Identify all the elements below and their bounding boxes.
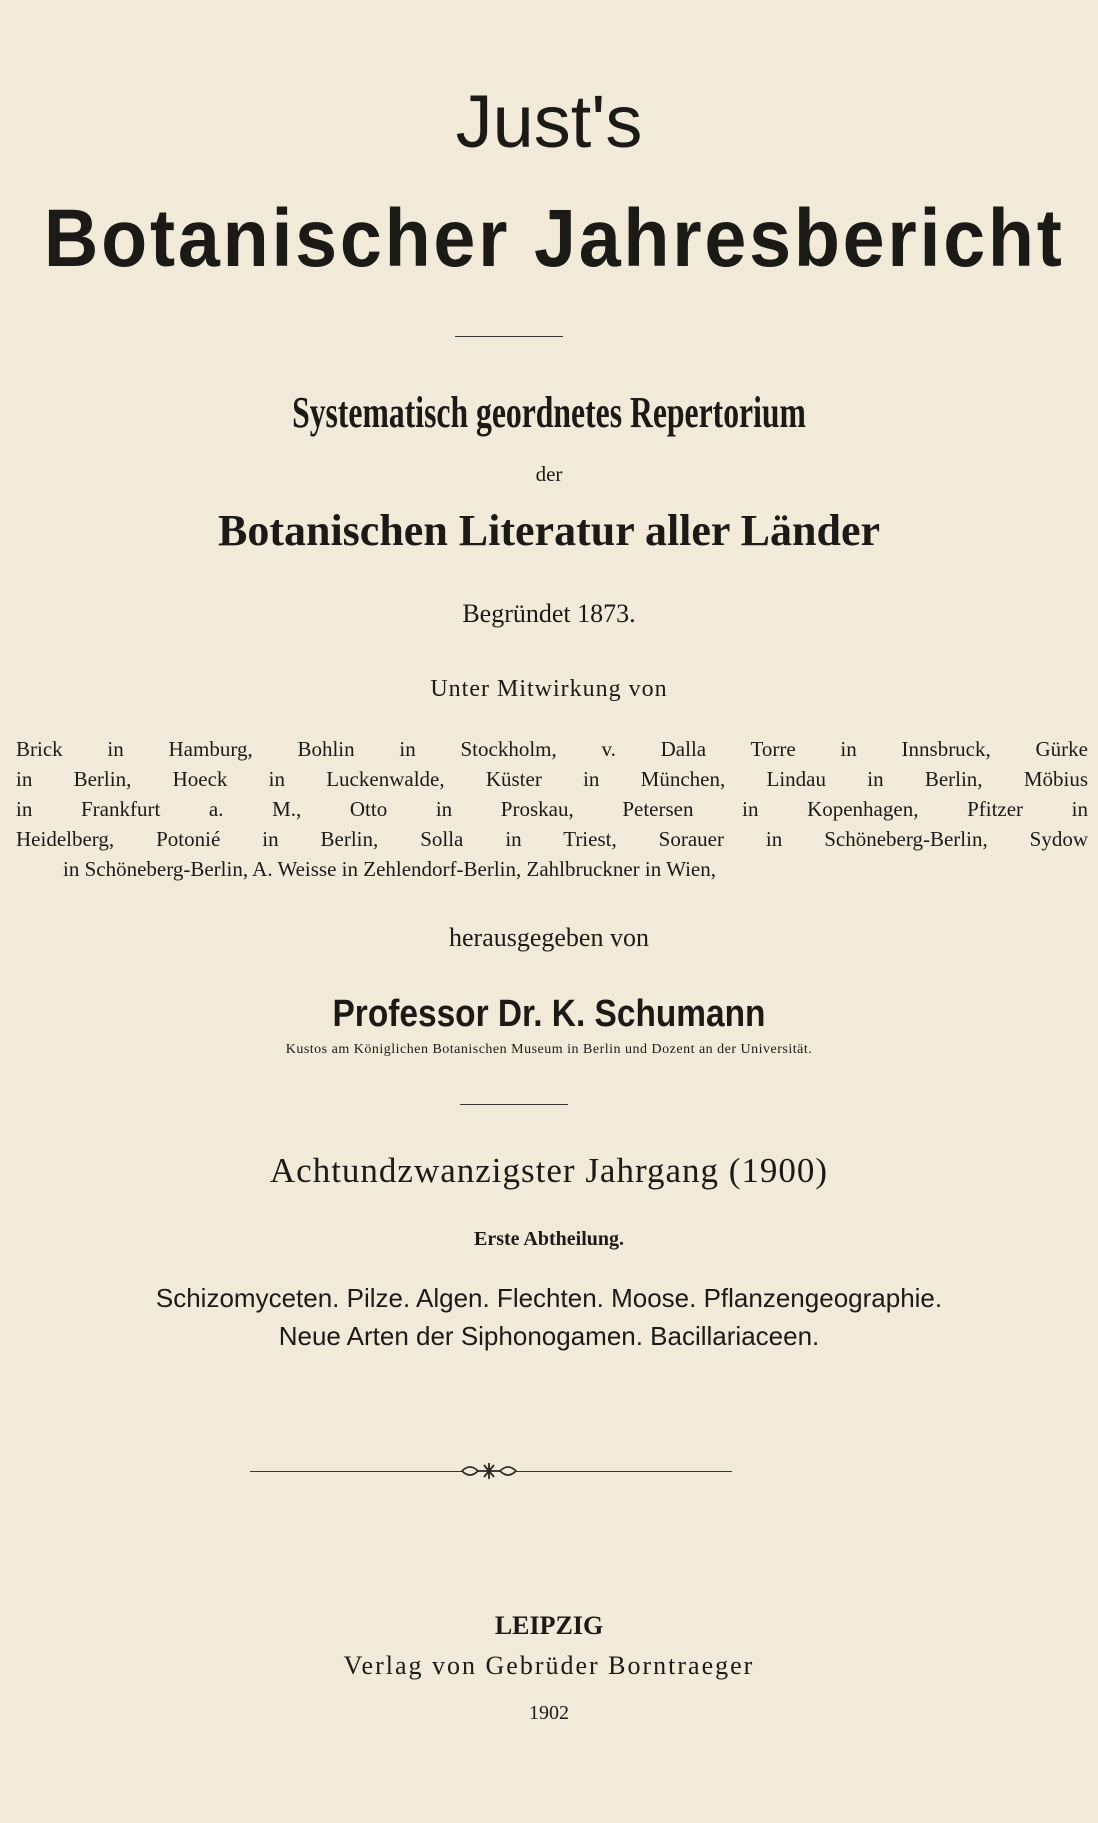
subtitle-der: der: [535, 462, 563, 486]
editor-intro: herausgegeben von: [449, 923, 649, 952]
title-line-1: Just's: [455, 80, 643, 163]
topics-line-1: Schizomyceten. Pilze. Algen. Flechten. Moose. Pflanzengeographie.: [155, 1283, 943, 1313]
contributors-line: Heidelberg, Potonié in Berlin, Solla in Triest, Sorauer in Schöneberg-Berlin, Sydow: [16, 827, 1088, 851]
divider-ornament-right: [516, 1471, 732, 1472]
contributors-line: Brick in Hamburg, Bohlin in Stockholm, v. Dalla Torre in Innsbruck, Gürke: [16, 737, 1088, 761]
part-title: Erste Abtheilung.: [473, 1228, 625, 1250]
contributors-line: in Schöneberg-Berlin, A. Weisse in Zehlendorf-Berlin, Zahlbruckner in Wien,: [63, 857, 716, 881]
divider-top: [455, 336, 563, 337]
cooperation-intro: Unter Mitwirkung von: [430, 676, 668, 702]
divider-ornament-left: [250, 1471, 462, 1472]
volume-title: Achtundzwanzigster Jahrgang (1900): [269, 1151, 829, 1190]
imprint-publisher: Verlag von Gebrüder Borntraeger: [343, 1651, 755, 1680]
ornament-icon: [460, 1461, 518, 1481]
subtitle-line-1: Systematisch geordnetes Repertorium: [292, 388, 806, 437]
imprint-year: 1902: [529, 1702, 569, 1724]
editor-affiliation: Kustos am Königlichen Botanischen Museum in Berlin und Dozent an der Universität.: [285, 1042, 813, 1057]
contributors-list: [16, 734, 1088, 884]
subtitle-line-2: Botanischen Literatur aller Länder: [217, 506, 881, 555]
topics-line-2: Neue Arten der Siphonogamen. Bacillariaceen.: [278, 1321, 820, 1351]
divider-middle: [460, 1104, 568, 1105]
founded-note: Begründet 1873.: [462, 599, 636, 628]
contributors-line: in Frankfurt a. M., Otto in Proskau, Petersen in Kopenhagen, Pfitzer in: [16, 797, 1088, 821]
contributors-line: in Berlin, Hoeck in Luckenwalde, Küster in München, Lindau in Berlin, Möbius: [16, 767, 1088, 791]
imprint-city: LEIPZIG: [494, 1611, 604, 1640]
title-line-2: Botanischer Jahresbericht: [43, 193, 1065, 284]
editor-name: Professor Dr. K. Schumann: [332, 993, 766, 1035]
